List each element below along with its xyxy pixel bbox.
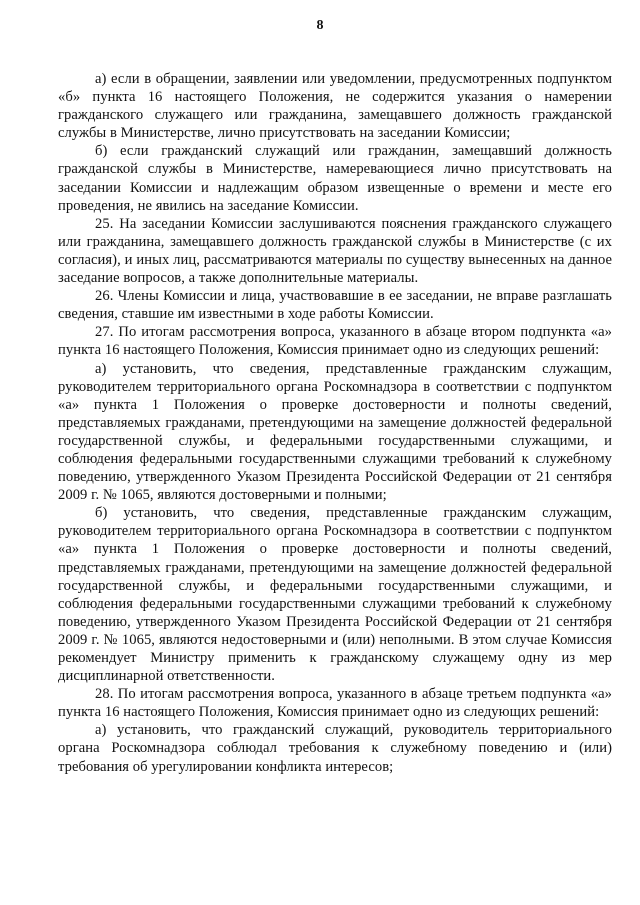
paragraph-27a: а) установить, что сведения, представленные гражданским служащим, руководителем территориального органа Роскомнадзора в соответствии с подпунктом «а» пункта 1 Положения о проверке достоверности и полноты сведений, представляемых гражданами, претендующими на замещение должностей федеральной государственной службы, и федеральными государственными служащими, и соблюдения федеральными государственными служащими требований к служебному поведению, утвержденного Указом Президента Российской Федерации от 21 сентября 2009 г. № 1065, являются достоверными и полными; <box>58 360 612 504</box>
paragraph-28a: а) установить, что гражданский служащий, руководитель территориального органа Роскомнадзора соблюдал требования к служебному поведению и (или) требования об урегулировании конфликта интересов; <box>58 722 612 775</box>
paragraph-24a: а) если в обращении, заявлении или уведомлении, предусмотренных подпунктом «б» пункта 16 настоящего Положения, не содержится указания о намерении гражданского служащего или гражданина, замещавшего должность гражданской службы в Министерстве, лично присутствовать на заседании Комиссии; <box>58 71 612 142</box>
paragraph-24b: б) если гражданский служащий или гражданин, замещавший должность гражданской службы в Министерстве, намеревающиеся лично присутствовать на заседании Комиссии и надлежащим образом извещенные о времени и месте его проведения, не явились на заседание Комиссии. <box>58 143 612 214</box>
document-body <box>58 70 612 776</box>
paragraph-26: 26. Члены Комиссии и лица, участвовавшие в ее заседании, не вправе разглашать сведения, ставшие им известными в ходе работы Комиссии. <box>58 288 612 323</box>
page-number: 8 <box>316 18 324 33</box>
paragraph-27: 27. По итогам рассмотрения вопроса, указанного в абзаце втором подпункта «а» пункта 16 настоящего Положения, Комиссия принимает одно из следующих решений: <box>58 324 612 359</box>
paragraph-27b: б) установить, что сведения, представленные гражданским служащим, руководителем территориального органа Роскомнадзора в соответствии с подпунктом «а» пункта 1 Положения о проверке достоверности и полноты сведений, представляемых гражданами, претендующими на замещение должностей федеральной государственной службы, и федеральными государственными служащими, и соблюдения федеральными государственными служащими требований к служебному поведению, утвержденного Указом Президента Российской Федерации от 21 сентября 2009 г. № 1065, являются недостоверными и (или) неполными. В этом случае Комиссия рекомендует Министру применить к гражданскому служащему одну из мер дисциплинарной ответственности. <box>58 505 612 685</box>
paragraph-28: 28. По итогам рассмотрения вопроса, указанного в абзаце третьем подпункта «а» пункта 16 настоящего Положения, Комиссия принимает одно из следующих решений: <box>58 686 612 721</box>
paragraph-25: 25. На заседании Комиссии заслушиваются пояснения гражданского служащего или гражданина, замещавшего должность гражданской службы в Министерстве (с их согласия), и иных лиц, рассматриваются материалы по существу вынесенных на данное заседание вопросов, а также дополнительные материалы. <box>58 215 612 287</box>
